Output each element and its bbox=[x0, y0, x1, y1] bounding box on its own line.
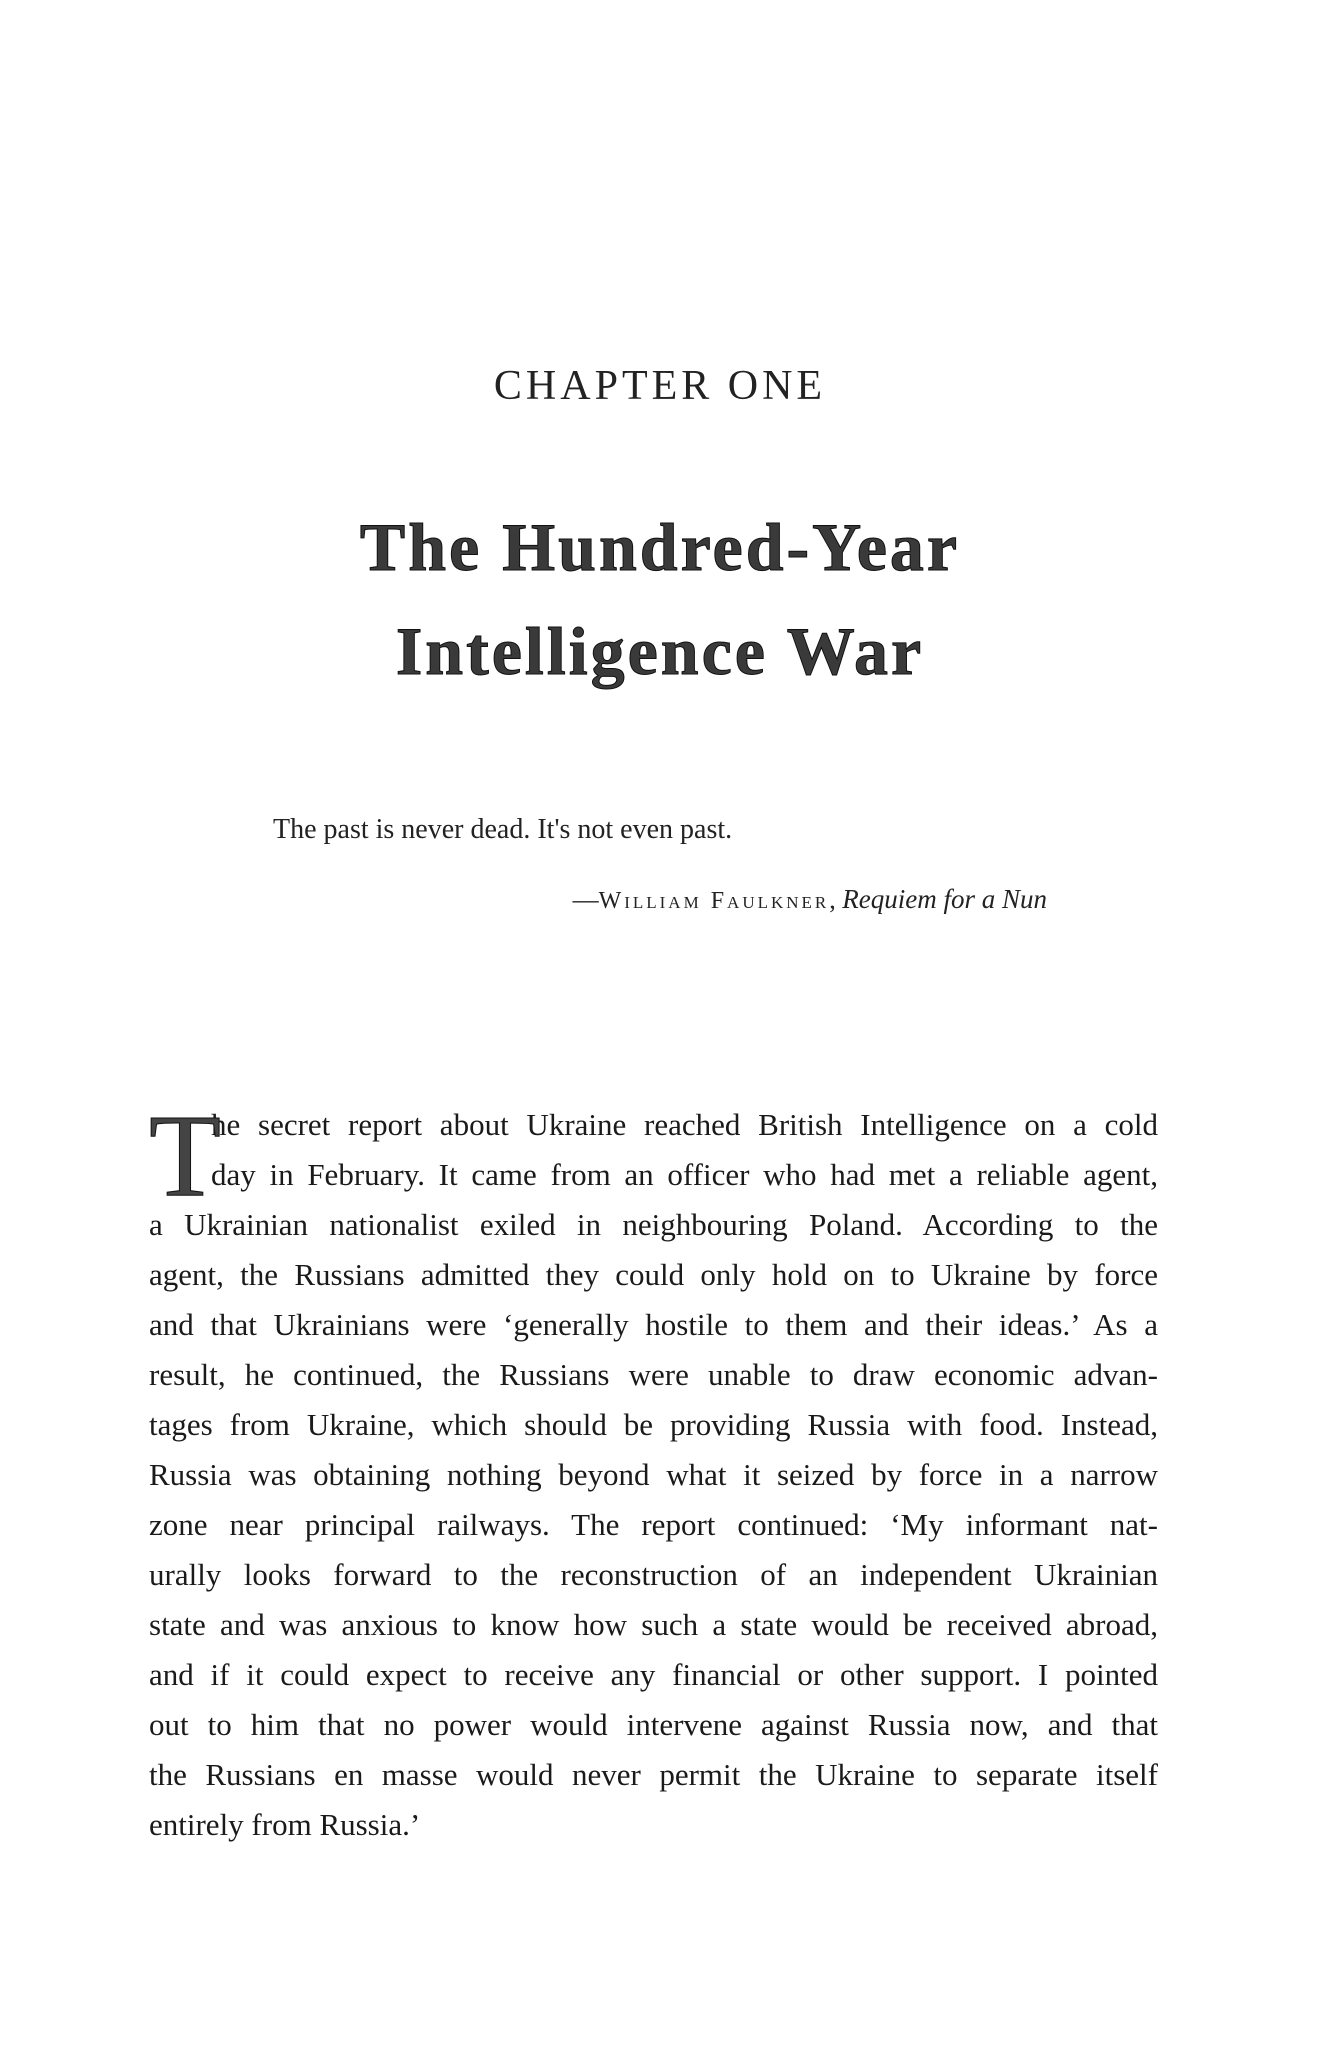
body-line: tages from Ukraine, which should be providing Russia with food. Instead, bbox=[149, 1407, 1158, 1442]
attribution-work: Requiem for a Nun bbox=[842, 884, 1047, 914]
body-line: zone near principal railways. The report continued: ‘My informant nat- bbox=[149, 1507, 1158, 1542]
body-line: and if it could expect to receive any financial or other support. I pointed bbox=[149, 1657, 1158, 1692]
body-text bbox=[149, 1090, 1158, 1850]
body-line: the Russians en masse would never permit the Ukraine to separate itself bbox=[149, 1757, 1158, 1792]
body-line: state and was anxious to know how such a state would be received abroad, bbox=[149, 1607, 1158, 1642]
body-line: Russia was obtaining nothing beyond what it seized by force in a narrow bbox=[149, 1457, 1158, 1492]
epigraph-attribution bbox=[573, 884, 1047, 915]
body-line: he secret report about Ukraine reached British Intelligence on a cold bbox=[211, 1107, 1158, 1142]
body-line: day in February. It came from an officer who had met a reliable agent, bbox=[211, 1157, 1158, 1192]
body-line: agent, the Russians admitted they could only hold on to Ukraine by force bbox=[149, 1257, 1158, 1292]
body-line: urally looks forward to the reconstruction of an independent Ukrainian bbox=[149, 1557, 1158, 1592]
body-line: entirely from Russia.’ bbox=[149, 1807, 421, 1842]
attribution-separator: , bbox=[829, 885, 843, 914]
chapter-label: CHAPTER ONE bbox=[493, 363, 827, 409]
chapter-title-line-1: The Hundred-Year bbox=[359, 509, 961, 585]
epigraph-quote: The past is never dead. It's not even past. bbox=[273, 814, 733, 845]
attribution-dash: — bbox=[572, 885, 599, 914]
body-line: result, he continued, the Russians were unable to draw economic advan- bbox=[149, 1357, 1158, 1392]
body-line: a Ukrainian nationalist exiled in neighbouring Poland. According to the bbox=[149, 1207, 1158, 1242]
body-line: and that Ukrainians were ‘generally hostile to them and their ideas.’ As a bbox=[149, 1307, 1158, 1342]
chapter-title-line-2: Intelligence War bbox=[395, 613, 925, 689]
drop-cap: T bbox=[149, 1090, 222, 1221]
body-line: out to him that no power would intervene against Russia now, and that bbox=[149, 1707, 1158, 1742]
attribution-author: William Faulkner bbox=[598, 888, 830, 914]
